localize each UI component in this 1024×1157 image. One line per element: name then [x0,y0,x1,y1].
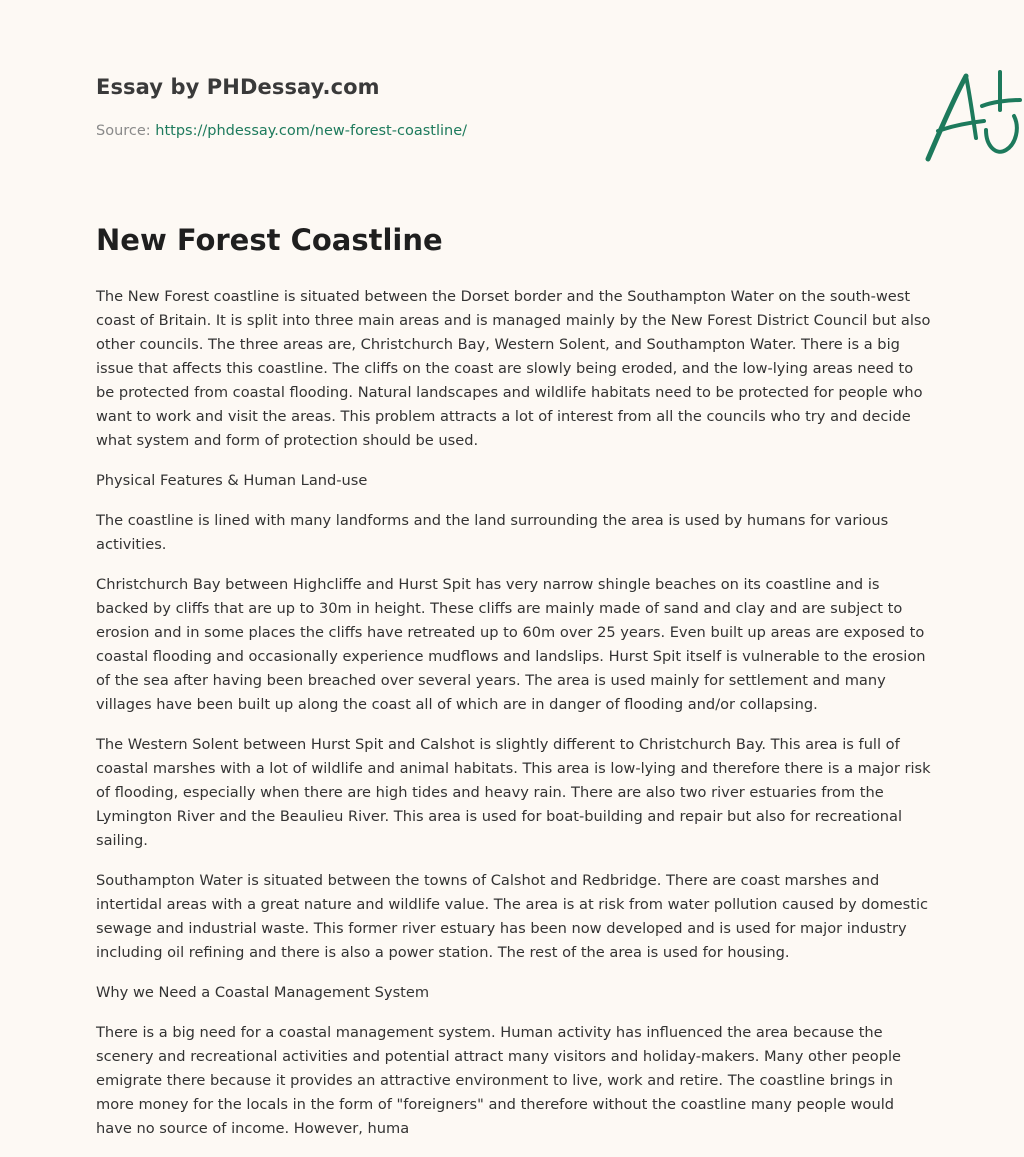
section-heading-management: Why we Need a Coastal Management System [96,984,430,1001]
paragraph-christchurch-bay: Christchurch Bay between Highcliffe and Hurst Spit has very narrow shingle beaches on its coastline and is backed by cliffs that are up to 30m in height. These cliffs are mainly made of sand and clay and are subject to erosion and in some places the cliffs have retreated up to 60m over 25 years. Even built up areas are exposed to coastal flooding and occasionally experience mudflows and landslips. Hurst Spit itself is vulnerable to the erosion of the sea after having been breached over several years. The area is used mainly for settlement and many villages have been built up along the coast all of which are in danger of flooding and/or collapsing. [96,576,926,713]
paragraph-landforms: The coastline is lined with many landforms and the land surrounding the area is used by humans for various activities. [96,512,889,553]
essay-body [96,285,932,1157]
a-plus-logo-icon [916,66,1024,166]
paragraph-southampton-water: Southampton Water is situated between the towns of Calshot and Redbridge. There are coast marshes and intertidal areas with a great nature and wildlife value. The area is at risk from water pollution caused by domestic sewage and industrial waste. This former river estuary has been now developed and is used for major industry including oil refining and there is also a power station. The rest of the area is used for housing. [96,872,929,961]
source-label: Source: [96,123,156,139]
section-heading-physical-features: Physical Features & Human Land-use [96,472,368,489]
source-line [96,123,467,139]
source-link[interactable]: https://phdessay.com/new-forest-coastline/ [155,123,467,139]
paragraph-management-need: There is a big need for a coastal management system. Human activity has influenced the area because the scenery and recreational activities and potential attract many visitors and holiday-makers. Many other people emigrate there because it provides an attractive environment to live, work and retire. The coastline brings in more money for the locals in the form of "foreigners" and therefore without the coastline many people would have no source of income. However, huma [96,1024,902,1137]
paragraph-intro: The New Forest coastline is situated between the Dorset border and the Southampton Water on the south-west coast of Britain. It is split into three main areas and is managed mainly by the New Forest District Council but also other councils. The three areas are, Christchurch Bay, Western Solent, and Southampton Water. There is a big issue that affects this coastline. The cliffs on the coast are slowly being eroded, and the low-lying areas need to be protected from coastal flooding. Natural landscapes and wildlife habitats need to be protected for people who want to work and visit the areas. This problem attracts a lot of interest from all the councils who try and decide what system and form of protection should be used. [96,288,931,449]
paragraph-western-solent: The Western Solent between Hurst Spit and Calshot is slightly different to Christchurch Bay. This area is full of coastal marshes with a lot of wildlife and animal habitats. This area is low-lying and therefore there is a major risk of flooding, especially when there are high tides and heavy rain. There are also two river estuaries from the Lymington River and the Beaulieu River. This area is used for boat-building and repair but also for recreational sailing. [96,736,931,849]
brand-title: Essay by PHDessay.com [96,75,380,99]
essay-title: New Forest Coastline [96,223,443,257]
